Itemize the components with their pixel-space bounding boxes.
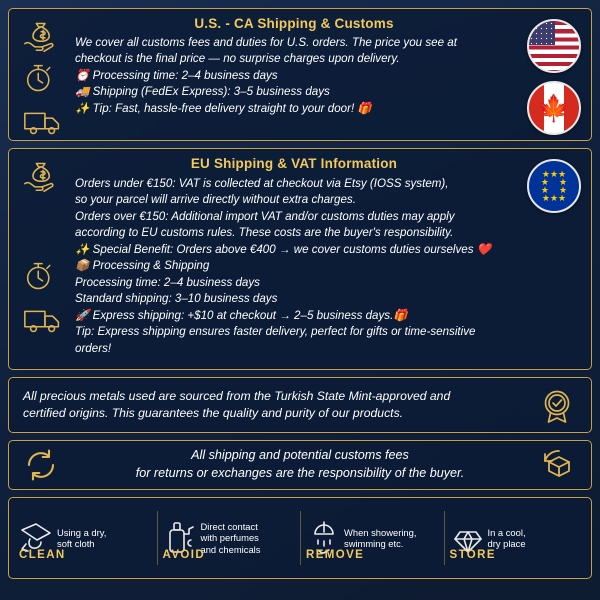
returns-line-2: for returns or exchanges are the responsibility of the buyer. xyxy=(135,466,465,480)
eu-flag-column xyxy=(527,159,581,213)
eu-line-4: according to EU customs rules. These costs are the buyer's responsibility. xyxy=(75,226,454,240)
money-bag-hand-icon xyxy=(21,159,67,193)
care-store-text: In a cool, dry place xyxy=(487,526,526,549)
delivery-truck-icon xyxy=(21,105,67,139)
eu-line-3: Orders over €150: Additional import VAT and/or customs duties may apply xyxy=(75,209,455,223)
refresh-cycle-icon xyxy=(23,447,59,483)
care-item-remove xyxy=(300,502,444,574)
us-line-1: We cover all customs fees and duties for U.S. orders. The price you see at xyxy=(75,36,457,49)
care-item-clean xyxy=(13,502,157,574)
care-item-avoid xyxy=(157,502,301,574)
us-icon-column xyxy=(15,19,73,139)
flag-column xyxy=(527,19,581,135)
eu-line-10: Tip: Express shipping ensures faster delivery, perfect for gifts or time-sensitive xyxy=(75,325,476,339)
care-remove-label: REMOVE xyxy=(306,549,365,561)
money-bag-hand-icon xyxy=(21,19,67,53)
panel-returns-body xyxy=(73,447,527,483)
us-line-3: ⏰ Processing time: 2–4 business days xyxy=(75,68,278,82)
eu-line-2: so your parcel will arrive directly without extra charges. xyxy=(75,193,356,207)
certified-seal-icon xyxy=(537,385,577,425)
us-line-5: ✨ Tip: Fast, hassle-free delivery straight to your door! 🎁 xyxy=(75,101,372,115)
eu-line-7: Processing time: 2–4 business days xyxy=(75,275,260,289)
panel-returns-policy xyxy=(8,440,592,490)
delivery-truck-icon xyxy=(21,303,67,337)
eu-line-8: Standard shipping: 3–10 business days xyxy=(75,292,278,306)
panel-quality-body xyxy=(23,388,450,423)
care-avoid-label: AVOID xyxy=(162,549,206,561)
us-line-4: 🚚 Shipping (FedEx Express): 3–5 business days xyxy=(75,85,330,99)
panel-quality-guarantee xyxy=(8,377,592,433)
return-box-icon xyxy=(541,447,577,483)
quality-line-1: All precious metals used are sourced from the Turkish State Mint-approved and xyxy=(23,388,451,403)
eu-line-1: Orders under €150: VAT is collected at checkout via Etsy (IOSS system), xyxy=(75,177,449,190)
panel-eu-body xyxy=(75,174,513,357)
usa-flag-icon xyxy=(527,19,581,73)
eu-line-11: orders! xyxy=(75,341,112,355)
canada-flag-icon: 🍁 xyxy=(527,81,581,135)
us-line-2: checkout is the final price — no surprise charges upon delivery. xyxy=(75,52,400,66)
care-clean-text: Using a dry, soft cloth xyxy=(57,526,107,549)
care-remove-text: When showering, swimming etc. xyxy=(344,526,417,549)
panel-us-title: U.S. - CA Shipping & Customs xyxy=(194,16,394,31)
panel-eu-shipping-vat xyxy=(8,148,592,370)
eu-flag-icon: ★★★ ★ ★ ★ ★ ★★★ xyxy=(527,159,581,213)
quality-line-2: certified origins. This guarantees the quality and purity of our products. xyxy=(23,406,404,420)
eu-line-6: 📦 Processing & Shipping xyxy=(75,259,210,273)
care-clean-label: CLEAN xyxy=(19,549,66,561)
panel-us-body xyxy=(75,34,513,117)
care-store-label: STORE xyxy=(449,549,496,561)
care-item-store xyxy=(444,502,588,574)
eu-icon-column xyxy=(15,159,73,337)
stopwatch-icon xyxy=(21,260,67,294)
stopwatch-icon xyxy=(21,62,67,96)
panel-jewelry-care xyxy=(8,497,592,579)
eu-line-9: 🚀 Express shipping: +$10 at checkout → 2–5 business days.🎁 xyxy=(75,308,408,322)
panel-us-ca-shipping xyxy=(8,8,592,141)
panel-eu-title: EU Shipping & VAT Information xyxy=(190,156,398,171)
eu-line-5: ✨ Special Benefit: Orders above €400 → we cover customs duties ourselves ❤️ xyxy=(75,242,492,256)
care-avoid-text: Direct contact with perfumes and chemicals xyxy=(200,520,261,555)
returns-line-1: All shipping and potential customs fees xyxy=(191,448,409,463)
